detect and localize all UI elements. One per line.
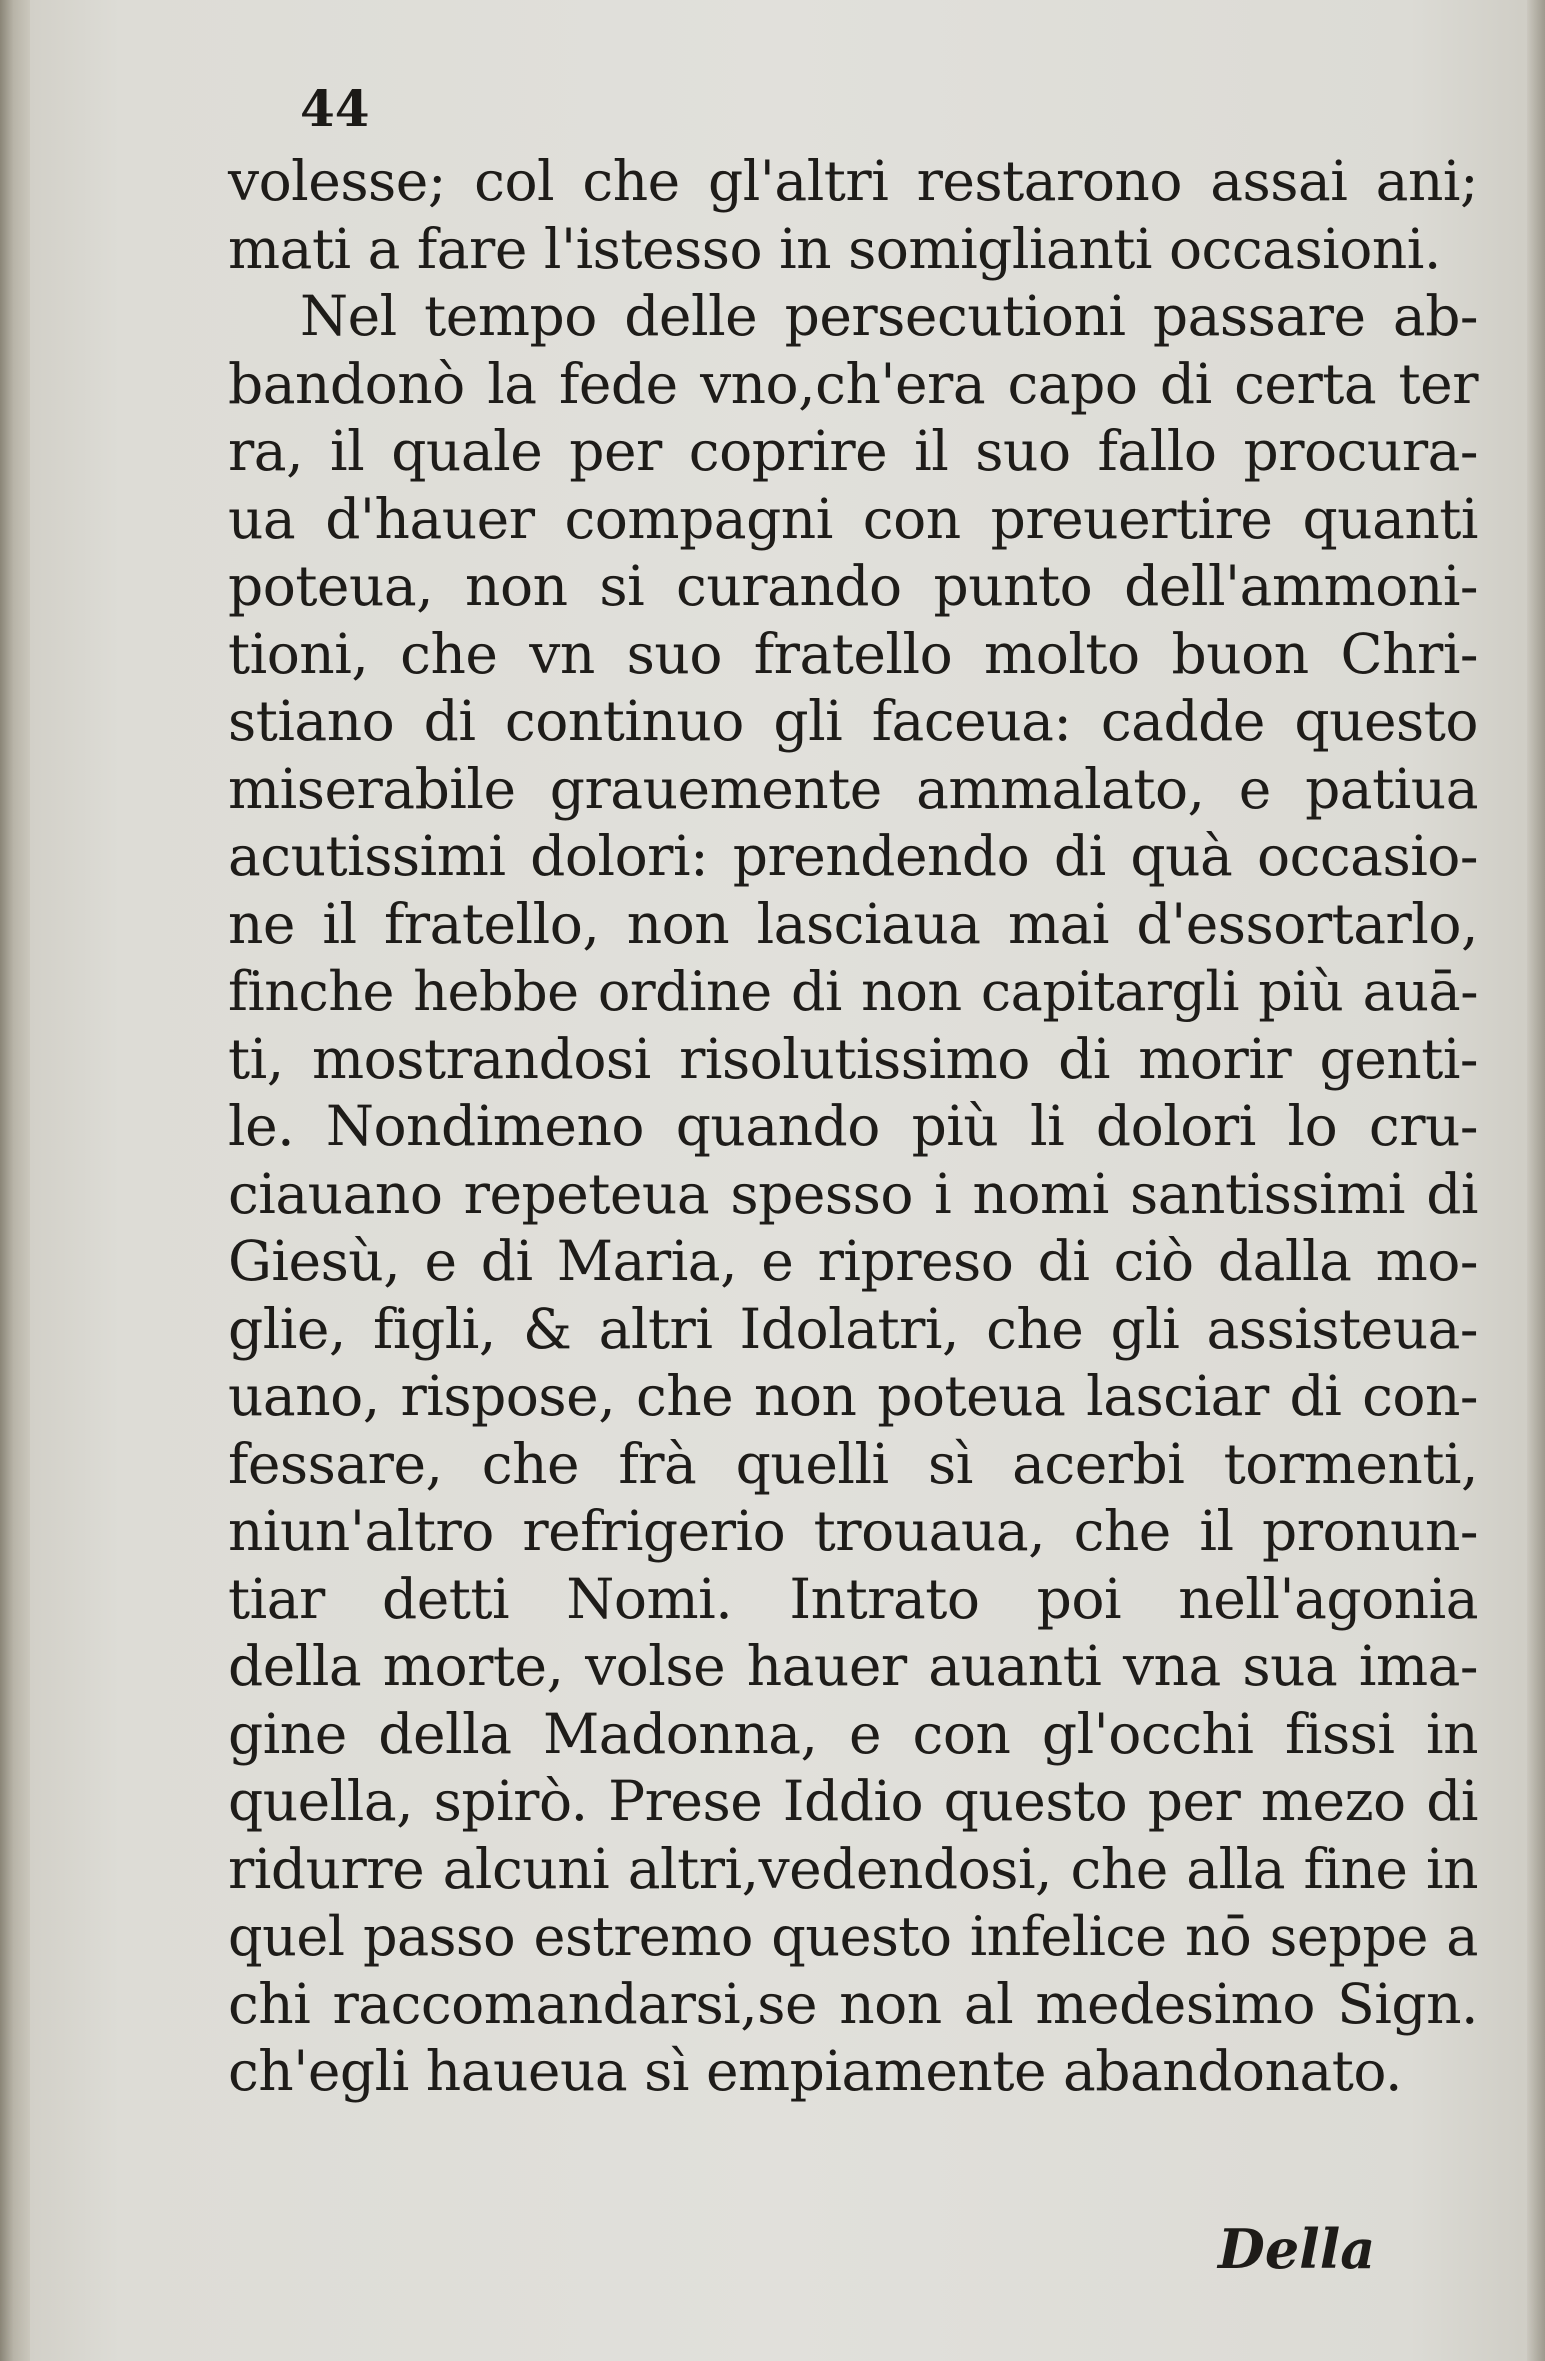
- text-line: uano, rispose, che non poteua lasciar di con-: [228, 1364, 1478, 1428]
- text-line: ne il fratello, non lasciaua mai d'essortarlo,: [228, 891, 1478, 956]
- text-line: poteua, non si curando punto dell'ammoni-: [228, 554, 1478, 618]
- text-line: tioni, che vn suo fratello molto buon Chri-: [228, 621, 1478, 686]
- text-line: ch'egli haueua sì empiamente abandonato.: [228, 2039, 1402, 2103]
- text-line: Nel tempo delle persecutioni passare ab-: [300, 284, 1478, 348]
- text-line: ti, mostrandosi risolutissimo di morir genti-: [228, 1026, 1478, 1091]
- page-edge-right: [1527, 0, 1545, 2361]
- text-line: della morte, volse hauer auanti vna sua ima-: [228, 1634, 1478, 1698]
- text-line: acutissimi dolori: prendendo di quà occasio-: [228, 824, 1478, 888]
- text-line: ra, il quale per coprire il suo fallo procura-: [228, 419, 1478, 483]
- text-line: volesse; col che gl'altri restarono assai ani;: [228, 149, 1478, 213]
- text-line: le. Nondimeno quando più li dolori lo cru-: [228, 1094, 1478, 1158]
- text-line: Giesù, e di Maria, e ripreso di ciò dalla mo-: [228, 1229, 1478, 1293]
- text-line: gine della Madonna, e con gl'occhi fissi in: [228, 1701, 1478, 1766]
- text-line: bandonò la fede vno,ch'era capo di certa ter: [228, 351, 1478, 416]
- text-line: quella, spirò. Prese Iddio questo per mezo di: [228, 1769, 1478, 1833]
- text-line: ua d'hauer compagni con preuertire quanti: [228, 486, 1478, 551]
- text-line: miserabile grauemente ammalato, e patiua: [228, 756, 1478, 821]
- text-line: finche hebbe ordine di non capitargli più auā-: [228, 960, 1478, 1023]
- text-line: niun'altro refrigerio trouaua, che il pronun-: [228, 1499, 1478, 1563]
- text-line: fessare, che frà quelli sì acerbi tormenti,: [228, 1431, 1478, 1496]
- page-edge-left: [0, 0, 34, 2361]
- text-line: chi raccomandarsi,se non al medesimo Sign.: [228, 1971, 1478, 2036]
- text-line: quel passo estremo questo infelice nō seppe a: [228, 1905, 1478, 1968]
- body-text: [228, 148, 1478, 2106]
- text-line: mati a fare l'istesso in somiglianti occasioni.: [228, 216, 1441, 281]
- text-line: ciauano repeteua spesso i nomi santissimi di: [228, 1161, 1478, 1226]
- catchword: Della: [1218, 2217, 1376, 2281]
- text-line: glie, figli, & altri Idolatri, che gli assisteua-: [228, 1296, 1478, 1361]
- page-number: 44: [300, 79, 370, 138]
- text-line: tiar detti Nomi. Intrato poi nell'agonia: [228, 1566, 1478, 1631]
- text-line: ridurre alcuni altri,vedendosi, che alla fine in: [228, 1836, 1478, 1901]
- text-line: stiano di continuo gli faceua: cadde questo: [228, 689, 1478, 753]
